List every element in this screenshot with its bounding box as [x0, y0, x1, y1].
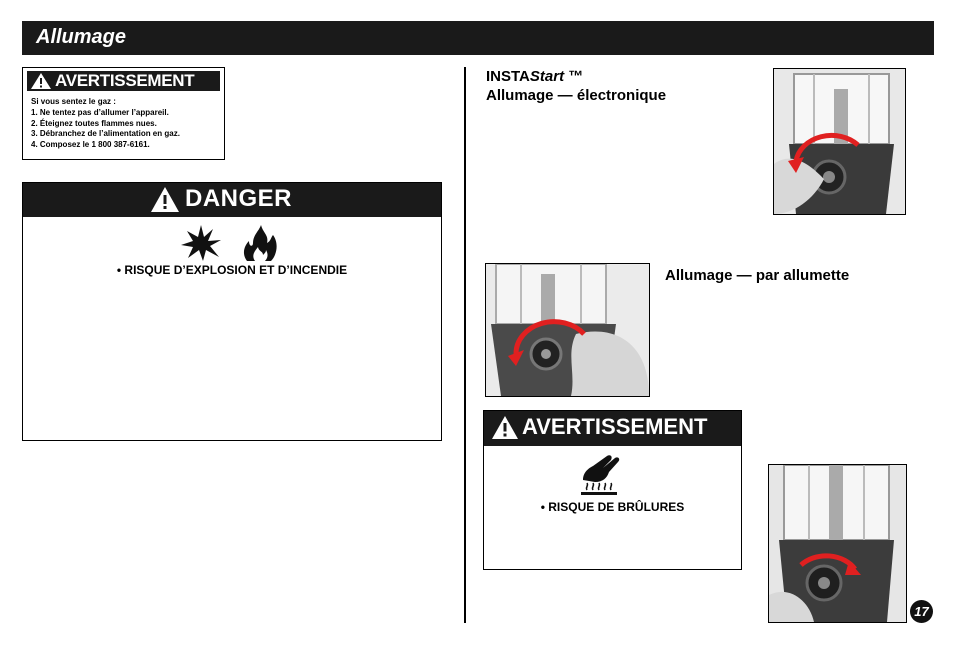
warning-header — [484, 411, 741, 446]
danger-box — [22, 182, 442, 441]
danger-header — [23, 183, 441, 217]
explosion-icon — [181, 225, 221, 261]
warning-step: 3. Débranchez de l’alimentation en gaz. — [31, 129, 180, 139]
warning-heading: AVERTISSEMENT — [55, 71, 195, 90]
column-divider — [464, 67, 466, 623]
page-title: Allumage — [36, 26, 127, 48]
warning-step: 4. Composez le 1 800 387-6161. — [31, 140, 150, 150]
warning-box-gas — [22, 67, 225, 160]
warning-triangle-icon — [492, 416, 518, 439]
photo-knob-turn — [768, 464, 907, 623]
danger-risk: • RISQUE D’EXPLOSION ET D’INCENDIE — [116, 263, 348, 277]
warning-box-burns — [483, 410, 742, 570]
warning-step: 1. Ne tentez pas d’allumer l’appareil. — [31, 107, 169, 117]
warning-step: 2. Éteignez toutes flammes nues. — [31, 118, 157, 128]
burn-hazard-icon — [577, 452, 621, 501]
title-bar — [22, 21, 934, 55]
warning-intro: Si vous sentez le gaz : — [31, 97, 116, 106]
warning-triangle-icon — [151, 187, 179, 212]
instastart-brand: INSTAStart ™ — [486, 68, 584, 85]
warning-body — [31, 97, 180, 151]
warning-risk: • RISQUE DE BRÛLURES — [540, 500, 685, 514]
fire-icon — [239, 225, 279, 261]
warning-heading: AVERTISSEMENT — [522, 414, 708, 439]
page-number: 17 — [910, 600, 933, 623]
danger-icons — [181, 225, 279, 266]
danger-heading: DANGER — [185, 185, 293, 212]
photo-electronic-ignition — [773, 68, 906, 215]
warning-header — [27, 71, 220, 91]
photo-match-lighting — [485, 263, 650, 397]
instastart-subtitle: Allumage — électronique — [486, 87, 667, 104]
instastart-title — [486, 67, 666, 105]
match-lighting-title: Allumage — par allumette — [665, 267, 850, 284]
warning-triangle-icon — [31, 73, 51, 89]
